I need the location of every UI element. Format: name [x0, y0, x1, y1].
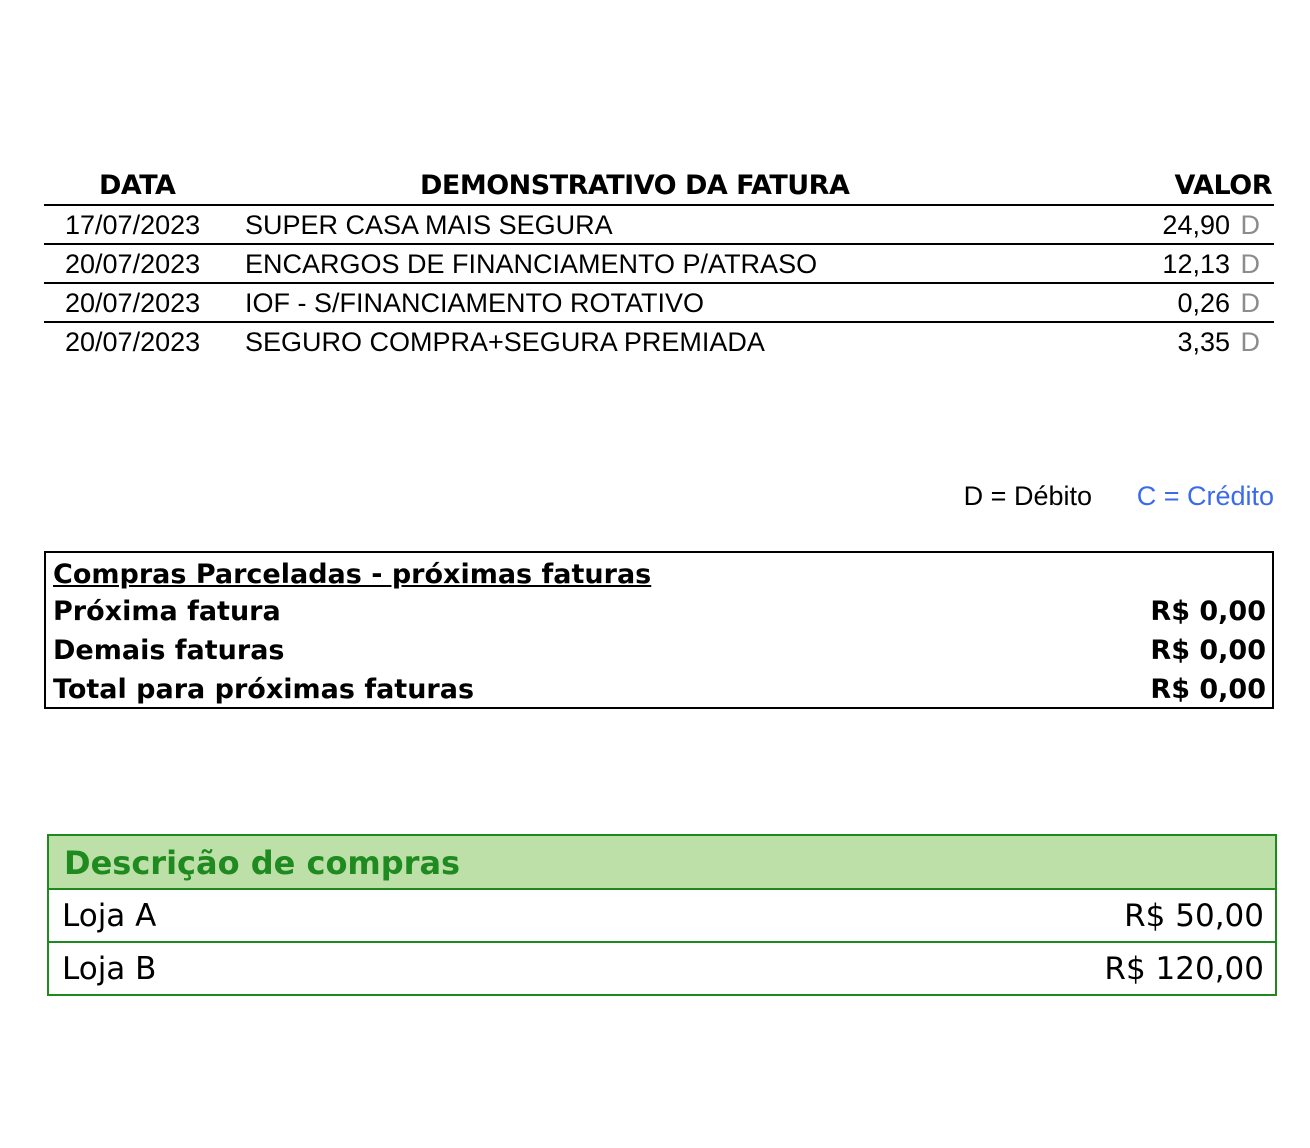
installments-label: Próxima fatura — [53, 596, 281, 627]
description-column-header: DEMONSTRATIVO DA FATURA — [420, 170, 850, 201]
legend-debit: D = Débito — [963, 481, 1092, 511]
value-column-header: VALOR — [1174, 170, 1272, 201]
date-column-header: DATA — [99, 170, 176, 201]
purchases-table — [47, 834, 1277, 996]
installments-value: R$ 0,00 — [1150, 635, 1266, 666]
installments-row — [53, 668, 1266, 706]
row-description: SEGURO COMPRA+SEGURA PREMIADA — [245, 327, 765, 357]
purchase-store-name: Loja B — [62, 951, 157, 987]
row-date: 20/07/2023 — [65, 288, 201, 318]
row-description: ENCARGOS DE FINANCIAMENTO P/ATRASO — [245, 249, 818, 279]
row-debit-flag: D — [1240, 249, 1260, 279]
installments-box — [44, 551, 1274, 709]
purchase-row — [49, 943, 1275, 996]
purchases-header — [49, 836, 1275, 890]
purchase-store-name: Loja A — [62, 898, 157, 934]
row-debit-flag: D — [1240, 210, 1260, 240]
row-date: 20/07/2023 — [65, 327, 201, 357]
statement-row — [44, 245, 1274, 284]
purchases-title: Descrição de compras — [64, 844, 461, 882]
purchase-value: R$ 120,00 — [1104, 951, 1264, 987]
statement-row — [44, 323, 1274, 360]
statement-row — [44, 284, 1274, 323]
installments-label: Total para próximas faturas — [53, 674, 475, 705]
row-date: 20/07/2023 — [65, 249, 201, 279]
installments-row — [53, 629, 1266, 667]
installments-title: Compras Parceladas - próximas faturas — [53, 559, 652, 590]
installments-title-row — [53, 553, 1266, 591]
row-amount: 0,26 — [1177, 288, 1230, 318]
row-amount: 3,35 — [1177, 327, 1230, 357]
purchase-row — [49, 890, 1275, 943]
purchase-value: R$ 50,00 — [1124, 898, 1264, 934]
legend-credit: C = Crédito — [1136, 481, 1274, 511]
row-debit-flag: D — [1240, 327, 1260, 357]
row-description: SUPER CASA MAIS SEGURA — [245, 210, 613, 240]
invoice-statement-table — [44, 168, 1274, 360]
row-debit-flag: D — [1240, 288, 1260, 318]
row-amount: 12,13 — [1162, 249, 1230, 279]
row-date: 17/07/2023 — [65, 210, 201, 240]
installments-value: R$ 0,00 — [1150, 674, 1266, 705]
installments-value: R$ 0,00 — [1150, 596, 1266, 627]
row-description: IOF - S/FINANCIAMENTO ROTATIVO — [245, 288, 705, 318]
statement-header-row — [44, 168, 1274, 206]
installments-label: Demais faturas — [53, 635, 285, 666]
statement-row — [44, 206, 1274, 245]
installments-row — [53, 590, 1266, 628]
row-amount: 24,90 — [1162, 210, 1230, 240]
